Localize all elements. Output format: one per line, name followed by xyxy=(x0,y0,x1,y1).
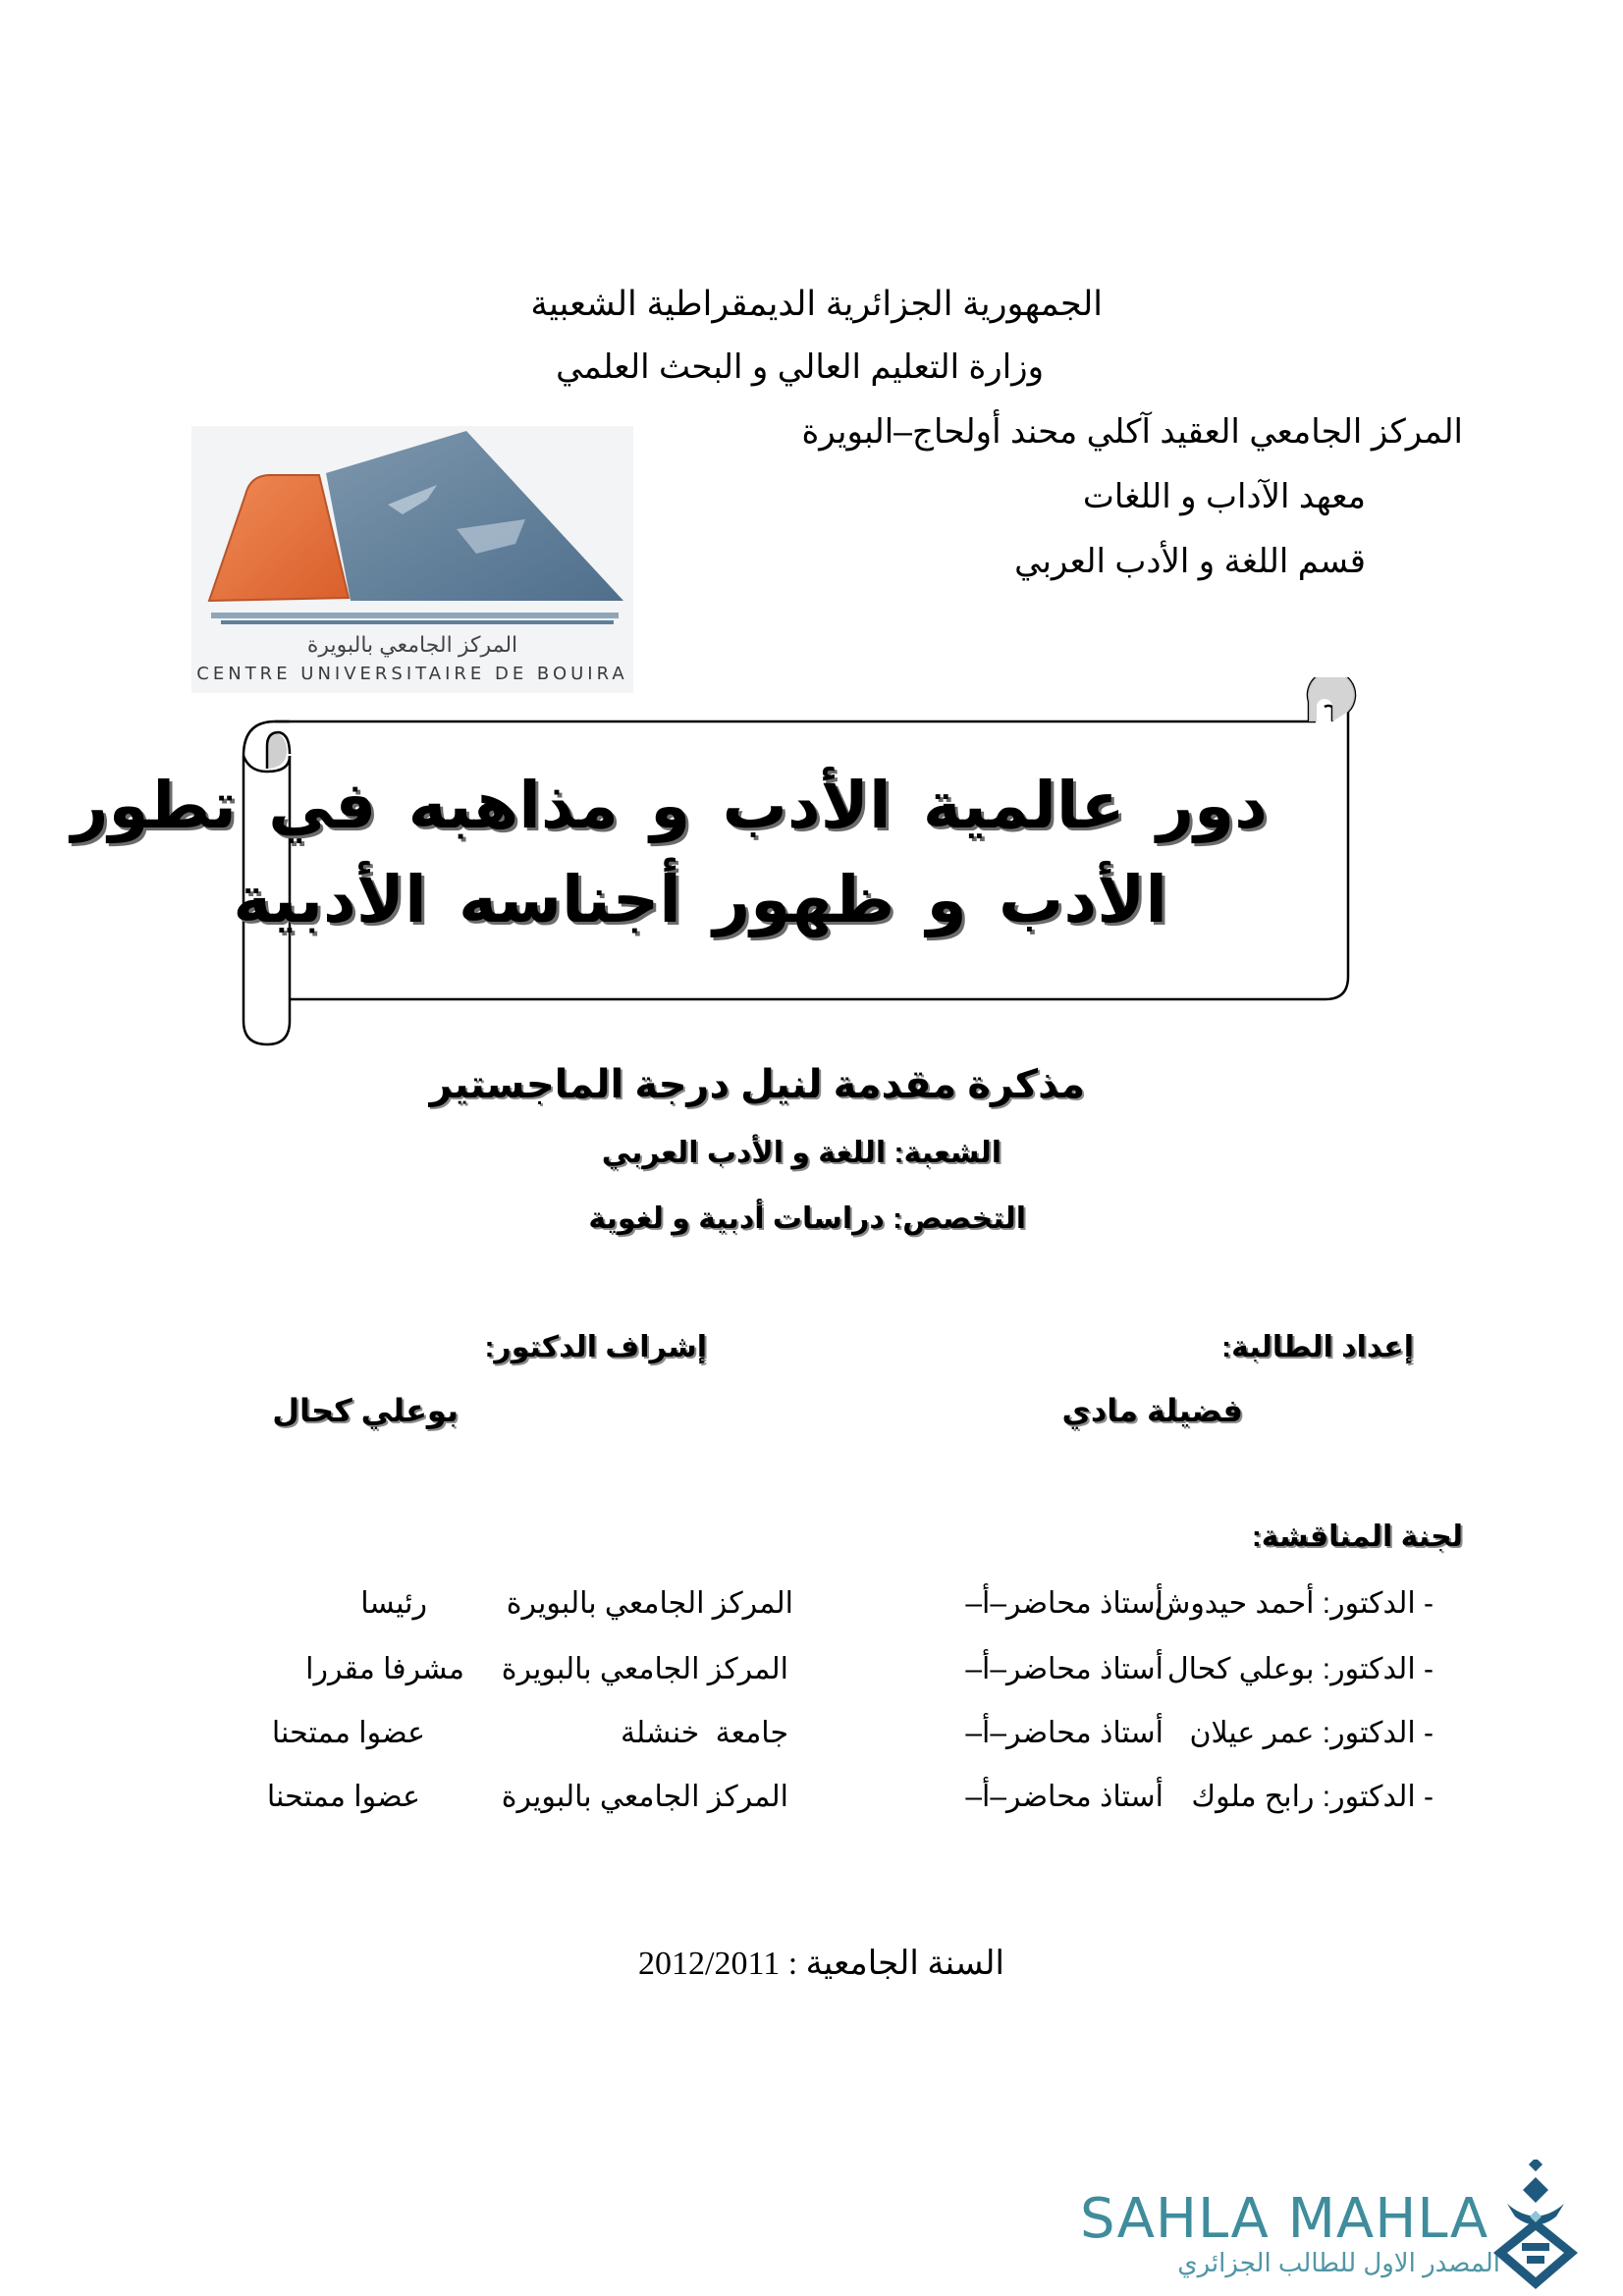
member-rank: أستاذ محاضر–أ– xyxy=(965,1587,1163,1620)
student-label: إعداد الطالبة: xyxy=(1221,1331,1414,1363)
member-role: عضوا ممتحنا xyxy=(271,1717,425,1749)
committee-label: لجنة المناقشة: xyxy=(1251,1521,1463,1553)
institute-name: معهد الآداب و اللغات xyxy=(1082,478,1366,515)
logo-emblem-icon xyxy=(191,426,633,632)
watermark-brand: SAHLA MAHLA xyxy=(1080,2187,1489,2251)
ministry-name: وزارة التعليم العالي و البحث العلمي xyxy=(556,348,1044,386)
member-role: رئيسا xyxy=(360,1587,427,1620)
academic-year-value: 2012/2011 xyxy=(638,1946,781,1982)
member-institution: المركز الجامعي بالبويرة xyxy=(501,1781,788,1813)
department-name: قسم اللغة و الأدب العربي xyxy=(1014,543,1366,580)
supervisor-name: بوعلي كحال xyxy=(272,1393,459,1428)
member-institution: جامعة خنشلة xyxy=(620,1717,788,1749)
student-name: فضيلة مادي xyxy=(1061,1393,1243,1428)
member-name: - الدكتور: رابح ملوك xyxy=(1191,1781,1434,1813)
degree-specialty: التخصص: دراسات أدبية و لغوية xyxy=(588,1202,1026,1235)
thesis-title-line-1: دور عالمية الأدب و مذاهبه في تطور xyxy=(71,769,1268,841)
member-name: - الدكتور: بوعلي كحال xyxy=(1166,1653,1434,1685)
degree-statement: مذكرة مقدمة لنيل درجة الماجستير xyxy=(429,1063,1085,1106)
academic-year xyxy=(638,1944,1004,1983)
supervisor-label: إشراف الدكتور: xyxy=(484,1331,707,1363)
logo-caption-french: CENTRE UNIVERSITAIRE DE BOUIRA xyxy=(196,664,628,684)
member-role: مشرفا مقررا xyxy=(305,1653,464,1685)
logo-caption-arabic: المركز الجامعي بالبويرة xyxy=(306,632,518,657)
degree-branch: الشعبة: اللغة و الأدب العربي xyxy=(601,1137,1001,1169)
university-logo xyxy=(191,426,633,693)
academic-year-label: السنة الجامعية : xyxy=(787,1946,1004,1982)
member-institution: المركز الجامعي بالبويرة xyxy=(501,1653,788,1685)
university-name: المركز الجامعي العقيد آكلي محند أولحاج–البويرة xyxy=(801,413,1463,451)
watermark-emblem-icon xyxy=(1488,2160,1586,2292)
member-rank: أستاذ محاضر–أ– xyxy=(965,1781,1163,1813)
member-rank: أستاذ محاضر–أ– xyxy=(965,1653,1163,1685)
member-name: - الدكتور: عمر عيلان xyxy=(1189,1717,1434,1749)
country-name: الجمهورية الجزائرية الديمقراطية الشعبية xyxy=(530,285,1103,323)
member-role: عضوا ممتحنا xyxy=(266,1781,420,1813)
member-rank: أستاذ محاضر–أ– xyxy=(965,1717,1163,1749)
thesis-title-line-2: الأدب و ظهور أجناسه الأدبية xyxy=(233,863,1167,935)
member-institution: المركز الجامعي بالبويرة xyxy=(506,1587,793,1620)
watermark-tagline: المصدر الاول للطالب الجزائري xyxy=(1177,2248,1500,2277)
member-name: - الدكتور: أحمد حيدوش xyxy=(1154,1587,1434,1620)
